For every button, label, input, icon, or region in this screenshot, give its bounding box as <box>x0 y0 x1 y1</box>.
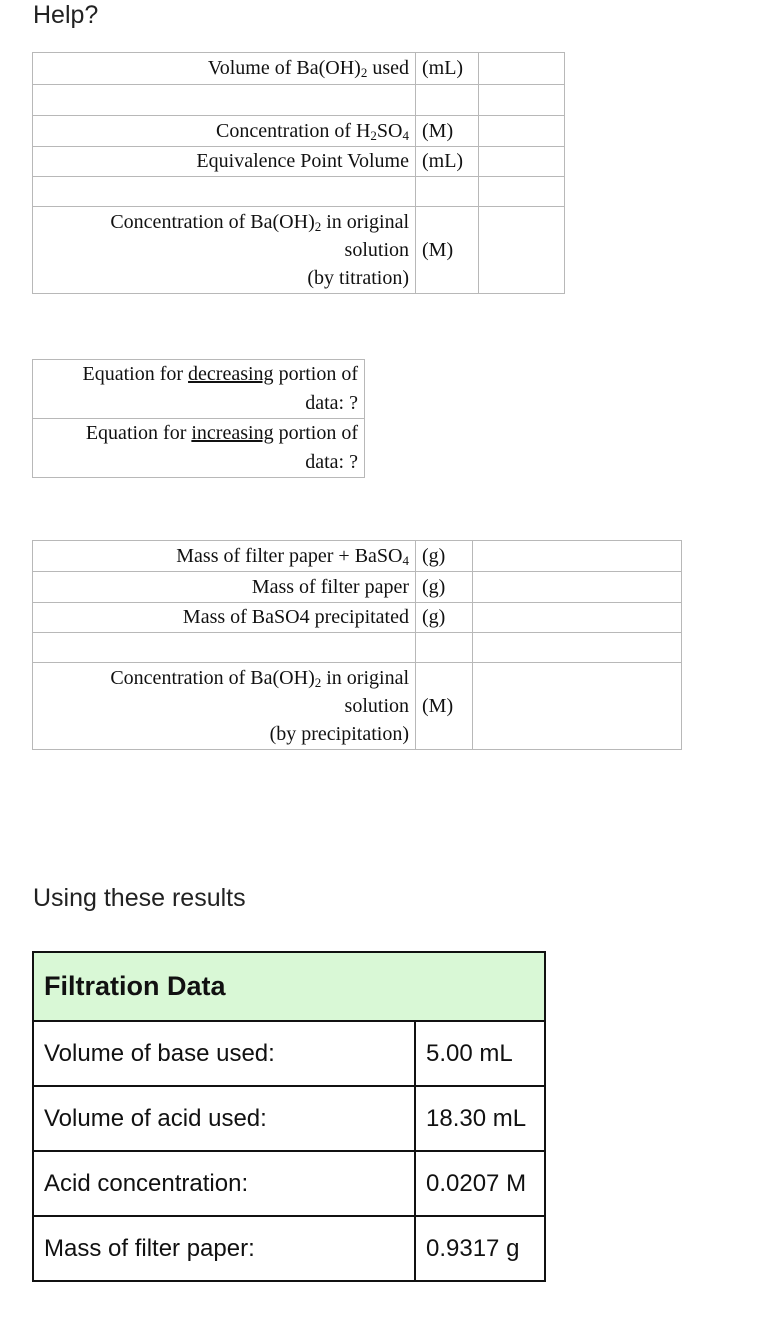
ba-conc-titration-value[interactable] <box>479 207 565 294</box>
row-label: Mass of filter paper: <box>33 1216 415 1281</box>
help-heading: Help? <box>33 1 99 29</box>
row-label: Acid concentration: <box>33 1151 415 1216</box>
ba-conc-titration-unit: (M) <box>416 207 479 294</box>
row-value: 5.00 mL <box>415 1021 545 1086</box>
acid-conc-label: Concentration of $H_2SO_4$ <box>33 116 416 147</box>
row-value: 0.9317 g <box>415 1216 545 1281</box>
volume-base-label: Volume of $Ba(OH)_2$ used <box>33 53 416 85</box>
table-row <box>33 1086 545 1151</box>
mass-precip-label: Mass of BaSO4 precipitated <box>33 603 416 633</box>
blank-cell[interactable] <box>479 85 565 116</box>
volume-base-value[interactable] <box>479 53 565 85</box>
volume-base-unit: (mL) <box>416 53 479 85</box>
equiv-point-value[interactable] <box>479 147 565 177</box>
mass-precip-unit: (g) <box>416 603 473 633</box>
blank-cell[interactable] <box>479 177 565 207</box>
row-value: 18.30 mL <box>415 1086 545 1151</box>
mass-total-value[interactable] <box>473 541 682 572</box>
blank-cell <box>33 633 416 663</box>
ba-conc-precip-value[interactable] <box>473 663 682 750</box>
ba-conc-precip-label: Concentration of $Ba(OH)_2$ in original solution (by precipitation) <box>33 663 416 750</box>
mass-precip-value[interactable] <box>473 603 682 633</box>
row-label: Volume of acid used: <box>33 1086 415 1151</box>
blank-cell <box>416 633 473 663</box>
equiv-point-unit: (mL) <box>416 147 479 177</box>
equation-table <box>32 359 365 478</box>
row-label: Volume of base used: <box>33 1021 415 1086</box>
table-row <box>33 1021 545 1086</box>
table-row <box>33 1216 545 1281</box>
blank-cell[interactable] <box>473 633 682 663</box>
results-heading: Using these results <box>33 884 246 912</box>
equiv-point-label: Equivalence Point Volume <box>33 147 416 177</box>
ba-conc-precip-unit: (M) <box>416 663 473 750</box>
mass-total-label: Mass of filter paper + BaSO$_4$ <box>33 541 416 572</box>
acid-conc-unit: (M) <box>416 116 479 147</box>
mass-total-unit: (g) <box>416 541 473 572</box>
titration-table <box>32 52 565 294</box>
precipitation-table <box>32 540 682 750</box>
blank-cell <box>416 177 479 207</box>
acid-conc-value[interactable] <box>479 116 565 147</box>
row-value: 0.0207 M <box>415 1151 545 1216</box>
decreasing-equation-cell[interactable]: Equation for decreasing portion of data: ? <box>33 360 365 419</box>
filtration-data-title: Filtration Data <box>33 952 545 1021</box>
filtration-data-table <box>32 951 546 1282</box>
mass-paper-label: Mass of filter paper <box>33 572 416 603</box>
blank-cell <box>33 177 416 207</box>
mass-paper-unit: (g) <box>416 572 473 603</box>
blank-cell <box>416 85 479 116</box>
ba-conc-titration-label: Concentration of $Ba(OH)_2$ in original solution (by titration) <box>33 207 416 294</box>
mass-paper-value[interactable] <box>473 572 682 603</box>
increasing-equation-cell[interactable]: Equation for increasing portion of data: ? <box>33 419 365 478</box>
table-row <box>33 1151 545 1216</box>
blank-cell <box>33 85 416 116</box>
